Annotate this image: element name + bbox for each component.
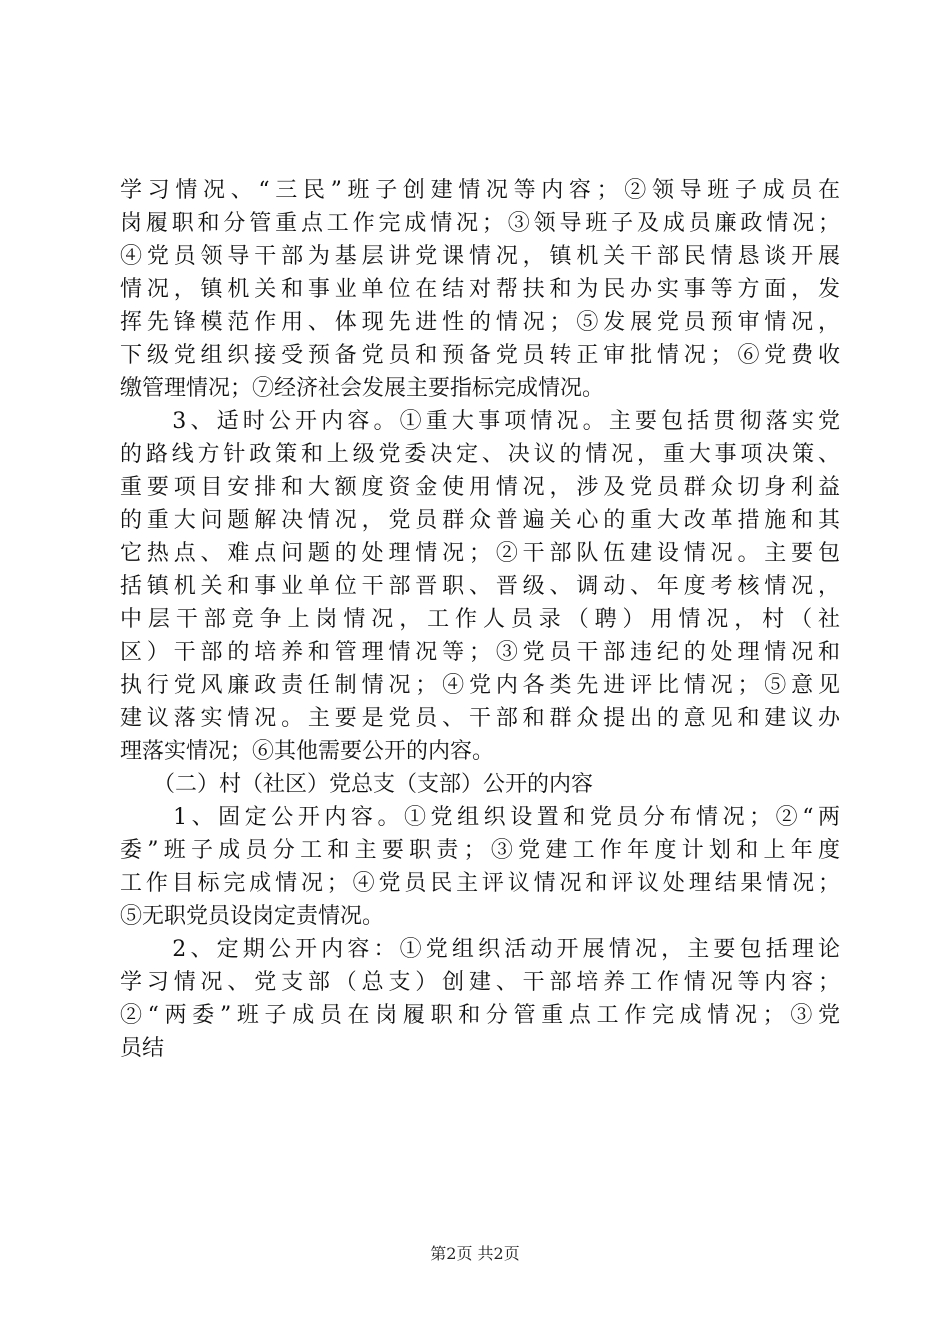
text-line: 学习情况、“三民”班子创建情况等内容；②领导班子成员在: [120, 178, 840, 203]
text-line: 它热点、难点问题的处理情况；②干部队伍建设情况。主要包: [120, 541, 840, 566]
text-line: 工作目标完成情况；④党员民主评议情况和评议处理结果情况；: [120, 871, 840, 896]
text-line: 3、适时公开内容。①重大事项情况。主要包括贯彻落实党: [120, 409, 840, 434]
text-line: 重要项目安排和大额度资金使用情况，涉及党员群众切身利益: [120, 475, 840, 500]
text-line: 1、固定公开内容。①党组织设置和党员分布情况；②“两: [120, 805, 840, 830]
text-line: 员结: [120, 1036, 165, 1061]
text-line: 建议落实情况。主要是党员、干部和群众提出的意见和建议办: [120, 706, 840, 731]
text-line: 的路线方针政策和上级党委决定、决议的情况，重大事项决策、: [120, 442, 840, 467]
text-line: 委”班子成员分工和主要职责；③党建工作年度计划和上年度: [120, 838, 840, 863]
text-line: 岗履职和分管重点工作完成情况；③领导班子及成员廉政情况；: [120, 211, 840, 236]
text-line: （二）村（社区）党总支（支部）公开的内容: [120, 772, 594, 797]
page-footer: 第2页 共2页: [430, 1244, 520, 1263]
text-line: ④党员领导干部为基层讲党课情况，镇机关干部民情恳谈开展: [120, 244, 840, 269]
text-line: 理落实情况；⑥其他需要公开的内容。: [120, 739, 495, 764]
text-line: 缴管理情况；⑦经济社会发展主要指标完成情况。: [120, 376, 605, 401]
text-line: 区）干部的培养和管理情况等；③党员干部违纪的处理情况和: [120, 640, 840, 665]
text-line: 中层干部竞争上岗情况，工作人员录（聘）用情况，村（社: [120, 607, 840, 632]
text-line: 2、定期公开内容：①党组织活动开展情况，主要包括理论: [120, 937, 840, 962]
text-line: 的重大问题解决情况，党员群众普遍关心的重大改革措施和其: [120, 508, 840, 533]
text-line: 情况，镇机关和事业单位在结对帮扶和为民办实事等方面，发: [120, 277, 840, 302]
text-line: ⑤无职党员设岗定责情况。: [120, 904, 385, 929]
document-body: [120, 174, 840, 1065]
text-line: 执行党风廉政责任制情况；④党内各类先进评比情况；⑤意见: [120, 673, 840, 698]
text-line: 学习情况、党支部（总支）创建、干部培养工作情况等内容；: [120, 970, 840, 995]
text-line: 挥先锋模范作用、体现先进性的情况；⑤发展党员预审情况，: [120, 310, 840, 335]
text-line: ②“两委”班子成员在岗履职和分管重点工作完成情况；③党: [120, 1003, 840, 1028]
text-line: 下级党组织接受预备党员和预备党员转正审批情况；⑥党费收: [120, 343, 840, 368]
text-line: 括镇机关和事业单位干部晋职、晋级、调动、年度考核情况，: [120, 574, 840, 599]
